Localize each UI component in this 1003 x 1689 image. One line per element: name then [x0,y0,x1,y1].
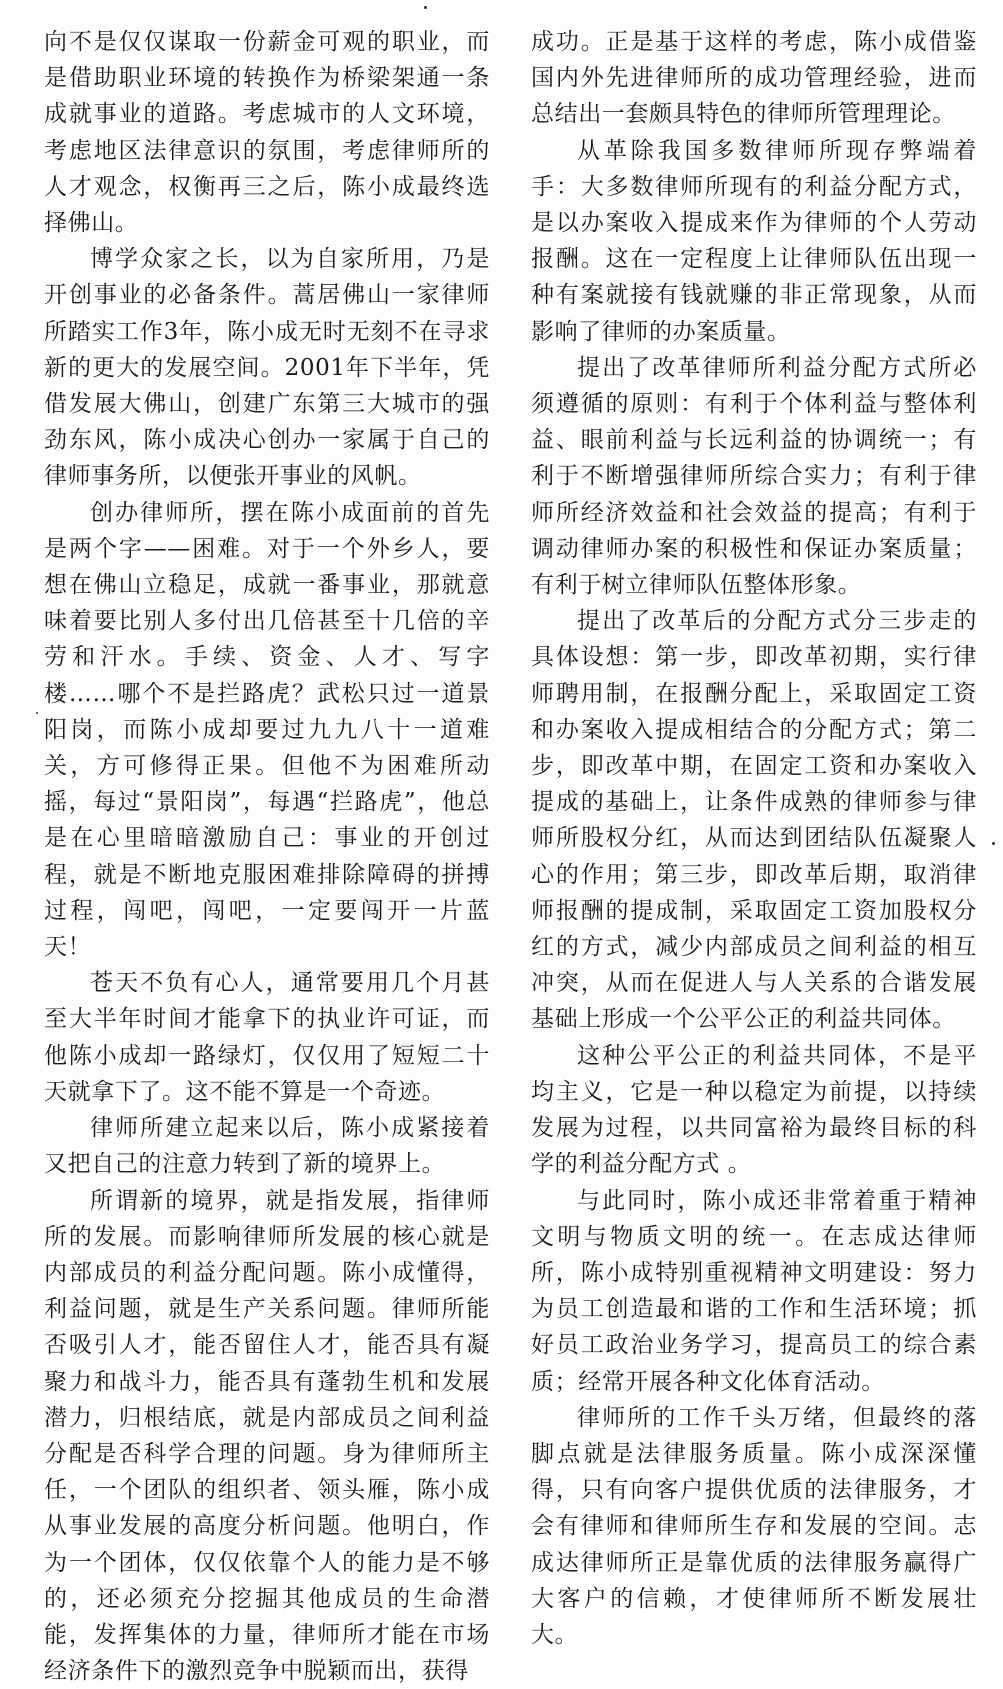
paragraph-continuation: 成功。正是基于这样的考虑，陈小成借鉴国内外先进律师所的成功管理经验，进而总结出一套颇具特色的律师所管理理论。 [531,24,977,133]
paragraph: 与此同时，陈小成还非常着重于精神文明与物质文明的统一。在志成达律师所，陈小成特别重视精神文明建设：努力为员工创造最和谐的工作和生活环境；抓好员工政治业务学习，提高员工的综合素质；经常开展各种文化体育活动。 [531,1183,977,1400]
scan-speck [424,6,427,9]
scan-speck [992,842,995,845]
right-column [531,24,977,1653]
paragraph: 所谓新的境界，就是指发展，指律师所的发展。而影响律师所发展的核心就是内部成员的利益分配问题。陈小成懂得，利益问题，就是生产关系问题。律师所能否吸引人才，能否留住人才，能否具有凝聚力和战斗力，能否具有蓬勃生机和发展潜力，归根结底，就是内部成员之间利益分配是否科学合理的问题。身为律师所主任，一个团队的组织者、领头雁，陈小成从事业发展的高度分析问题。他明白，作为一个团体，仅仅依靠个人的能力是不够的，还必须充分挖掘其他成员的生命潜能，发挥集体的力量，律师所才能在市场经济条件下的激烈竞争中脱颖而出，获得 [44,1183,490,1689]
paragraph: 律师所的工作千头万绪，但最终的落脚点就是法律服务质量。陈小成深深懂得，只有向客户提供优质的法律服务，才会有律师和律师所生存和发展的空间。志成达律师所正是靠优质的法律服务赢得广大客户的信赖，才使律师所不断发展壮 大。 [531,1400,977,1653]
scan-speck [36,712,38,714]
left-column [44,24,490,1689]
paragraph: 向不是仅仅谋取一份薪金可观的职业，而是借助职业环境的转换作为桥梁架通一条成就事业的道路。考虑城市的人文环境，考虑地区法律意识的氛围，考虑律师所的人才观念，权衡再三之后，陈小成最终选择佛山。 [44,24,490,241]
paragraph: 从革除我国多数律师所现存弊端着手：大多数律师所现有的利益分配方式，是以办案收入提成来作为律师的个人劳动报酬。这在一定程度上让律师队伍出现一种有案就接有钱就赚的非正常现象，从而影响了律师的办案质量。 [531,133,977,350]
paragraph: 提出了改革律师所利益分配方式所必须遵循的原则：有利于个体利益与整体利益、眼前利益与长远利益的协调统一；有利于不断增强律师所综合实力；有利于律师所经济效益和社会效益的提高；有利于调动律师办案的积极性和保证办案质量；有利于树立律师队伍整体形象。 [531,350,977,603]
paragraph: 苍天不负有心人，通常要用几个月甚至大半年时间才能拿下的执业许可证，而他陈小成却一路绿灯，仅仅用了短短二十天就拿下了。这不能不算是一个奇迹。 [44,965,490,1110]
paragraph: 提出了改革后的分配方式分三步走的具体设想：第一步，即改革初期，实行律师聘用制，在报酬分配上，采取固定工资和办案收入提成相结合的分配方式；第二步，即改革中期，在固定工资和办案收入提成的基础上，让条件成熟的律师参与律师所股权分红，从而达到团结队伍凝聚人心的作用；第三步，即改革后期，取消律师报酬的提成制，采取固定工资加股权分红的方式，减少内部成员之间利益的相互冲突，从而在促进人与人关系的合谐发展基础上形成一个公平公正的利益共同体。 [531,603,977,1037]
paragraph: 这种公平公正的利益共同体，不是平均主义，它是一种以稳定为前提，以持续发展为过程，以共同富裕为最终目标的科学的利益分配方式 。 [531,1038,977,1183]
paragraph: 博学众家之长，以为自家所用，乃是开创事业的必备条件。蒿居佛山一家律师所踏实工作3年，陈小成无时无刻不在寻求新的更大的发展空间。2001年下半年，凭借发展大佛山，创建广东第三大城市的强劲东风，陈小成决心创办一家属于自己的律师事务所，以便张开事业的风帆。 [44,241,490,494]
paragraph: 律师所建立起来以后，陈小成紧接着又把自己的注意力转到了新的境界上。 [44,1110,490,1182]
paragraph: 创办律师所，摆在陈小成面前的首先是两个字——困难。对于一个外乡人，要想在佛山立稳足，成就一番事业，那就意味着要比别人多付出几倍甚至十几倍的辛劳和汗水。手续、资金、人才、写字楼……哪个不是拦路虎？武松只过一道景阳岗，而陈小成却要过九九八十一道难关，方可修得正果。但他不为困难所动摇，每过“景阳岗”，每遇“拦路虎”，他总是在心里暗暗激励自己：事业的开创过程，就是不断地克服困难排除障碍的拼搏过程，闯吧，闯吧，一定要闯开一片蓝天！ [44,495,490,966]
